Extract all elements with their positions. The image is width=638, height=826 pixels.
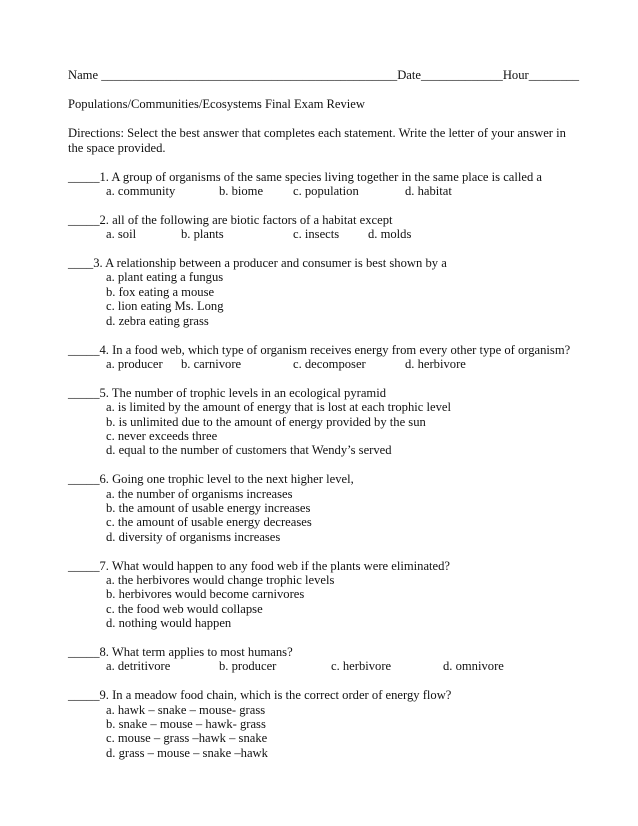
q1-option-b[interactable]: b. biome — [219, 184, 264, 198]
name-blank[interactable]: _______________________________________________ — [101, 68, 398, 82]
date-blank[interactable]: _____________ — [420, 68, 503, 82]
hour-label: Hour — [502, 68, 529, 82]
q7-option-d[interactable]: d. nothing would happen — [106, 616, 232, 630]
q3-option-b[interactable]: b. fox eating a mouse — [106, 285, 215, 299]
q9-option-d[interactable]: d. grass – mouse – snake –hawk — [106, 746, 268, 760]
q2-option-c[interactable]: c. insects — [293, 227, 340, 241]
q3-option-a[interactable]: a. plant eating a fungus — [106, 270, 224, 284]
q8-option-a[interactable]: a. detritivore — [106, 659, 171, 673]
q3-option-d[interactable]: d. zebra eating grass — [106, 314, 209, 328]
question-5-stem: _____5. The number of trophic levels in an ecological pyramid — [68, 386, 387, 400]
q9-option-b[interactable]: b. snake – mouse – hawk- grass — [106, 717, 266, 731]
q9-option-c[interactable]: c. mouse – grass –hawk – snake — [106, 731, 268, 745]
q5-option-a[interactable]: a. is limited by the amount of energy that is lost at each trophic level — [106, 400, 451, 414]
q3-option-c[interactable]: c. lion eating Ms. Long — [106, 299, 224, 313]
hour-blank[interactable]: ________ — [528, 68, 580, 82]
q5-option-c[interactable]: c. never exceeds three — [106, 429, 218, 443]
question-7-stem: _____7. What would happen to any food web if the plants were eliminated? — [68, 559, 451, 573]
q4-option-c[interactable]: c. decomposer — [293, 357, 366, 371]
q1-option-a[interactable]: a. community — [106, 184, 176, 198]
q6-option-b[interactable]: b. the amount of usable energy increases — [106, 501, 311, 515]
q4-option-d[interactable]: d. herbivore — [405, 357, 466, 371]
q1-option-d[interactable]: d. habitat — [405, 184, 452, 198]
q5-option-d[interactable]: d. equal to the number of customers that Wendy’s served — [106, 443, 392, 457]
q1-option-c[interactable]: c. population — [293, 184, 359, 198]
q8-option-c[interactable]: c. herbivore — [331, 659, 392, 673]
q2-option-d[interactable]: d. molds — [368, 227, 412, 241]
question-8-stem: _____8. What term applies to most humans? — [68, 645, 293, 659]
q2-option-a[interactable]: a. soil — [106, 227, 137, 241]
q4-option-a[interactable]: a. producer — [106, 357, 163, 371]
question-1-stem: _____1. A group of organisms of the same species living together in the same place is called a — [68, 170, 543, 184]
q8-option-b[interactable]: b. producer — [219, 659, 277, 673]
q2-option-b[interactable]: b. plants — [181, 227, 224, 241]
date-label: Date — [397, 68, 421, 82]
q4-option-b[interactable]: b. carnivore — [181, 357, 242, 371]
header-line — [68, 68, 579, 82]
q6-option-d[interactable]: d. diversity of organisms increases — [106, 530, 281, 544]
question-4-stem: _____4. In a food web, which type of organism receives energy from every other type of organism? — [68, 343, 571, 357]
directions-line-1: Directions: Select the best answer that completes each statement. Write the letter of your answer in — [68, 126, 566, 140]
q7-option-c[interactable]: c. the food web would collapse — [106, 602, 263, 616]
q8-option-d[interactable]: d. omnivore — [443, 659, 504, 673]
q7-option-a[interactable]: a. the herbivores would change trophic levels — [106, 573, 335, 587]
q6-option-c[interactable]: c. the amount of usable energy decreases — [106, 515, 312, 529]
q7-option-b[interactable]: b. herbivores would become carnivores — [106, 587, 305, 601]
question-6-stem: _____6. Going one trophic level to the next higher level, — [68, 472, 354, 486]
directions-line-2: the space provided. — [68, 141, 166, 155]
q5-option-b[interactable]: b. is unlimited due to the amount of energy provided by the sun — [106, 415, 426, 429]
question-2-stem: _____2. all of the following are biotic factors of a habitat except — [68, 213, 393, 227]
name-label: Name — [68, 68, 99, 82]
document-title: Populations/Communities/Ecosystems Final Exam Review — [68, 97, 365, 111]
question-9-stem: _____9. In a meadow food chain, which is the correct order of energy flow? — [68, 688, 452, 702]
question-3-stem: ____3. A relationship between a producer and consumer is best shown by a — [68, 256, 447, 270]
q9-option-a[interactable]: a. hawk – snake – mouse- grass — [106, 703, 266, 717]
q6-option-a[interactable]: a. the number of organisms increases — [106, 487, 293, 501]
